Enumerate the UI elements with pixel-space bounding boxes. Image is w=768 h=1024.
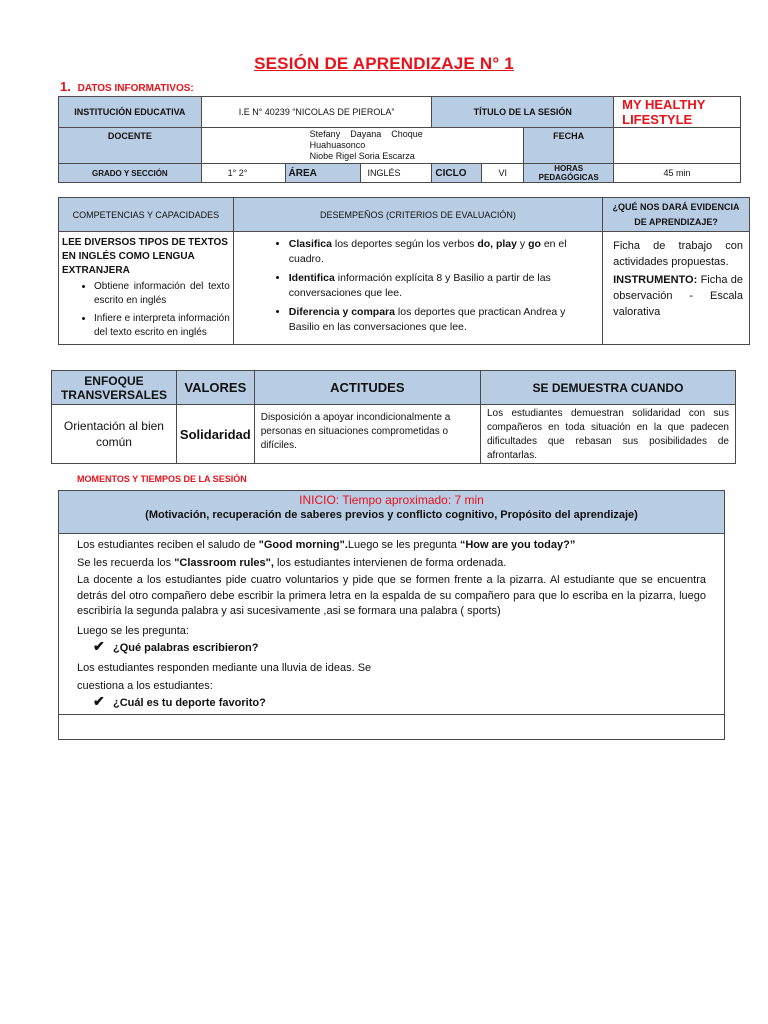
desempenos-header: DESEMPEÑOS (CRITERIOS DE EVALUACIÓN) xyxy=(233,198,602,232)
horas-label: HORAS PEDAGÓGICAS xyxy=(524,164,614,183)
section-label: DATOS INFORMATIVOS: xyxy=(77,83,194,94)
grado-value: 1° 2° xyxy=(201,164,285,183)
question-list xyxy=(77,692,706,712)
question-list xyxy=(77,638,706,657)
check-icon: ✔ xyxy=(93,638,105,654)
docente-line-1: Stefany Dayana Choque xyxy=(309,129,423,139)
evidencia-cell xyxy=(603,232,750,345)
list-item: • Infiere e interpreta información del texto escrito en inglés xyxy=(94,312,230,340)
fecha-value xyxy=(614,128,741,164)
institucion-value: I.E N° 40239 “NICOLAS DE PIEROLA” xyxy=(201,97,432,128)
demuestra-header: SE DEMUESTRA CUANDO xyxy=(480,371,735,405)
check-icon: ✔ xyxy=(93,692,105,709)
ciclo-value: VI xyxy=(482,164,524,183)
area-label: ÁREA xyxy=(285,164,361,183)
paragraph: Se les recuerda los "Classroom rules", los estudiantes intervienen de forma ordenada. xyxy=(77,556,507,569)
actitud-value: Disposición a apoyar incondicionalmente a personas en situaciones comprometidas o difíciles. xyxy=(254,405,480,464)
instrumento-text: INSTRUMENTO: Ficha de observación - Escala valorativa xyxy=(613,274,743,318)
paragraph: cuestiona a los estudiantes: xyxy=(77,680,213,692)
list-item: ✔ ¿Cuál es tu deporte favorito? xyxy=(93,692,266,709)
docente-line-3: Niobe Rigel Soria Escarza xyxy=(309,151,415,161)
list-item: ✔ ¿Qué palabras escribieron? xyxy=(93,638,259,654)
inicio-header xyxy=(59,491,724,534)
list-item: • Clasifica los deportes según los verbos do, play y go en el cuadro. xyxy=(289,237,591,267)
list-item: • Identifica información explícita 8 y Basilio a partir de las conversaciones que lee. xyxy=(289,271,591,301)
momentos-label: MOMENTOS Y TIEMPOS DE LA SESIÓN xyxy=(77,474,247,484)
enfoque-value: Orientación al bien común xyxy=(52,405,177,464)
actitudes-header: ACTITUDES xyxy=(254,371,480,405)
competencias-table xyxy=(58,197,750,345)
page-title: SESIÓN DE APRENDIZAJE N° 1 xyxy=(254,54,514,73)
institucion-label: INSTITUCIÓN EDUCATIVA xyxy=(59,97,202,128)
paragraph: Luego se les pregunta: xyxy=(77,624,189,637)
grado-label: GRADO Y SECCIÓN xyxy=(59,164,202,183)
desempenos-list xyxy=(237,237,599,335)
paragraph: Los estudiantes responden mediante una lluvia de ideas. Se xyxy=(77,661,372,674)
titulo-label: TÍTULO DE LA SESIÓN xyxy=(432,97,614,128)
horas-value: 45 min xyxy=(614,164,741,183)
competencia-cell xyxy=(59,232,234,345)
valores-header: VALORES xyxy=(176,371,254,405)
docente-value xyxy=(201,128,524,164)
info-table xyxy=(58,96,741,183)
competencia-title: LEE DIVERSOS TIPOS DE TEXTOS EN INGLÉS COMO LENGUA EXTRANJERA xyxy=(62,237,228,276)
competencias-header: COMPETENCIAS Y CAPACIDADES xyxy=(59,198,234,232)
enfoque-table xyxy=(51,370,736,464)
ciclo-label: CICLO xyxy=(432,164,482,183)
valor-value: Solidaridad xyxy=(176,405,254,464)
fecha-label: FECHA xyxy=(524,128,614,164)
docente-label: DOCENTE xyxy=(59,128,202,164)
enfoque-header: ENFOQUE TRANSVERSALES xyxy=(52,371,177,405)
paragraph: La docente a los estudiantes pide cuatro voluntarios y pide que se formen frente a la pizarra. Al estudiante que se encuentra detrás del otro compañero debe escribir la primera letra en la espalda de su compañero para que lo escriba en la pizarra, luego escribiría la segunda palabra y asi sucesivamente ,asi se formara una palabra ( sports) xyxy=(77,574,706,617)
inicio-title: INICIO: Tiempo aproximado: 7 min xyxy=(299,493,484,507)
capacidades-list xyxy=(62,280,230,340)
area-value: INGLÉS xyxy=(361,164,432,183)
evidencia-header: ¿QUÉ NOS DARÁ EVIDENCIA DE APRENDIZAJE? xyxy=(603,198,750,232)
paragraph: Los estudiantes reciben el saludo de "Good morning".Luego se les pregunta “How are you today?” xyxy=(77,539,576,551)
desempenos-cell xyxy=(233,232,602,345)
docente-line-2: Huahuasonco xyxy=(309,140,366,150)
inicio-box xyxy=(58,490,725,740)
titulo-value: MY HEALTHY LIFESTYLE xyxy=(614,97,741,128)
list-item: • Obtiene información del texto escrito en inglés xyxy=(94,280,230,308)
list-item: • Diferencia y compara los deportes que practican Andrea y Basilio en las conversaciones que lee. xyxy=(289,305,591,335)
section-number: 1. xyxy=(60,79,71,94)
evidencia-text: Ficha de trabajo con actividades propuestas. xyxy=(613,240,743,268)
demuestra-value: Los estudiantes demuestran solidaridad con sus compañeros en toda situación en la que padecen dificultades que rebasan sus posibilidades de afrontarlas. xyxy=(480,405,735,464)
section-heading xyxy=(60,79,194,94)
inicio-subtitle: (Motivación, recuperación de saberes previos y conflicto cognitivo, Propósito del aprendizaje) xyxy=(145,509,638,521)
inicio-content xyxy=(59,534,724,715)
